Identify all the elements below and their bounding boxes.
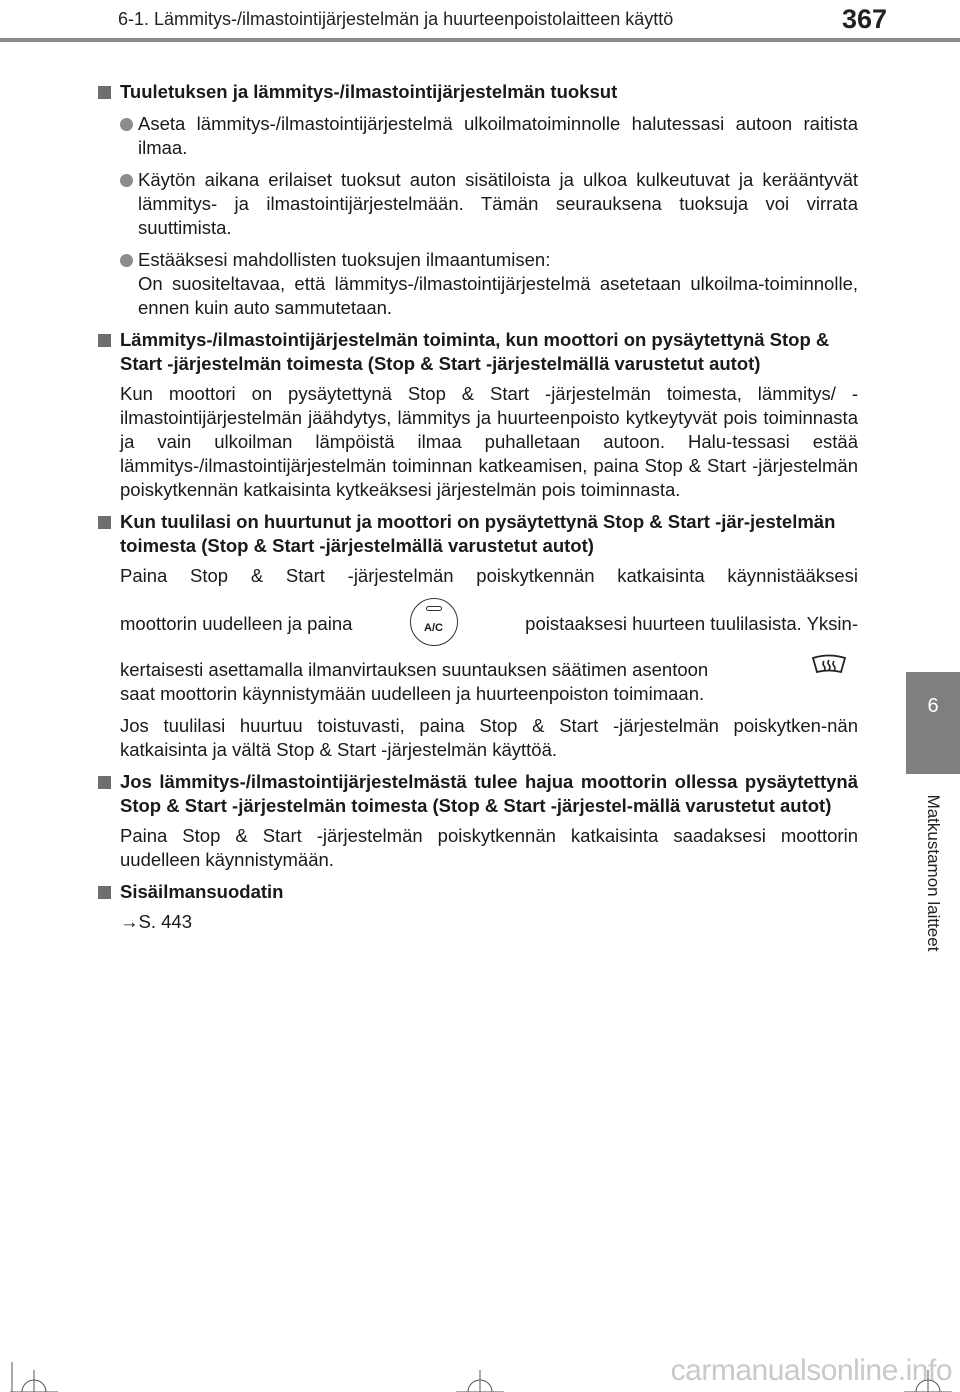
paragraph-text: moottorin uudelleen ja paina — [120, 613, 353, 634]
ac-button-label: A/C — [424, 622, 443, 634]
watermark: carmanualsonline.info — [670, 1354, 952, 1387]
chapter-number: 6 — [927, 695, 939, 717]
section-heading-text: Tuuletuksen ja lämmitys-/ilmastointijärjestelmän tuoksut — [120, 81, 618, 102]
paragraph: saat moottorin käynnistymään uudelleen ja huurteenpoiston toimimaan. — [120, 683, 705, 704]
section-heading-text: Lämmitys-/ilmastointijärjestelmän toiminta, kun moottori on pysäytettynä Stop & Start -järjestelmän toimesta (Stop & Start -järjestelmällä varustetut autot) — [120, 329, 830, 374]
paragraph: Kun moottori on pysäytettynä Stop & Start -järjestelmän toimesta, lämmitys/ -ilmastointijärjestelmän jäähdytys, lämmitys ja huurteenpoisto kytkeytyvät pois toiminnasta ja vain ulkoilman lämpöistä ilmaa puhalletaan autoon. Halu-tessasi estää lämmitys-/ilmastointijärjestelmän toiminnan katkeamisen, paina Stop & Start -järjestelmän poiskytkennän katkaisinta kytkeäksesi järjestelmän pois toiminnasta. — [120, 383, 858, 500]
paragraph-text: kertaisesti asettamalla ilmanvirtauksen suuntauksen säätimen asentoon — [120, 659, 709, 680]
list-item-text: Estääksesi mahdollisten tuoksujen ilmaantumisen: — [138, 249, 551, 270]
list-item-text: On suositeltavaa, että lämmitys-/ilmastointijärjestelmä asetetaan ulkoilma-toiminnolle, ennen kuin auto sammutetaan. — [138, 273, 858, 318]
chapter-label: Matkustamon laitteet — [924, 794, 943, 952]
list-item-text: Käytön aikana erilaiset tuoksut auton sisätiloista ja ulkoa kulkeutuvat ja kerääntyvät lämmitys- ja ilmastointijärjestelmään. Tämän seurauksena tuoksuja voi virrata suuttimista. — [138, 169, 858, 238]
section-heading-text: Jos lämmitys-/ilmastointijärjestelmästä tulee hajua moottorin ollessa pysäytettynä Stop & Start -järjestelmän toimesta (Stop & Start -järjestel-mällä varustetut autot) — [120, 771, 858, 816]
paragraph: Jos tuulilasi huurtuu toistuvasti, paina Stop & Start -järjestelmän poiskytken-nän katkaisinta ja vältä Stop & Start -järjestelmän käyttöä. — [120, 715, 858, 760]
paragraph: Paina Stop & Start -järjestelmän poiskytkennän katkaisinta käynnistääksesi — [120, 565, 858, 586]
paragraph-text: poistaaksesi huurteen tuulilasista. Yksin- — [525, 613, 858, 634]
list-item-text: Aseta lämmitys-/ilmastointijärjestelmä ulkoilmatoiminnolle halutessasi autoon raitista ilmaa. — [138, 113, 858, 158]
page-number: 367 — [842, 4, 888, 34]
header-title: 6-1. Lämmitys-/ilmastointijärjestelmän ja huurteenpoistolaitteen käyttö — [118, 9, 674, 29]
paragraph: Paina Stop & Start -järjestelmän poiskytkennän katkaisinta saadaksesi moottorin uudelleen käynnistymään. — [120, 825, 858, 870]
section-heading-text: Kun tuulilasi on huurtunut ja moottori on pysäytettynä Stop & Start -jär-jestelmän toimesta (Stop & Start -järjestelmällä varustetut autot) — [120, 511, 836, 556]
section-heading-text: Sisäilmansuodatin — [120, 881, 284, 902]
page-reference: →S. 443 — [120, 911, 192, 932]
